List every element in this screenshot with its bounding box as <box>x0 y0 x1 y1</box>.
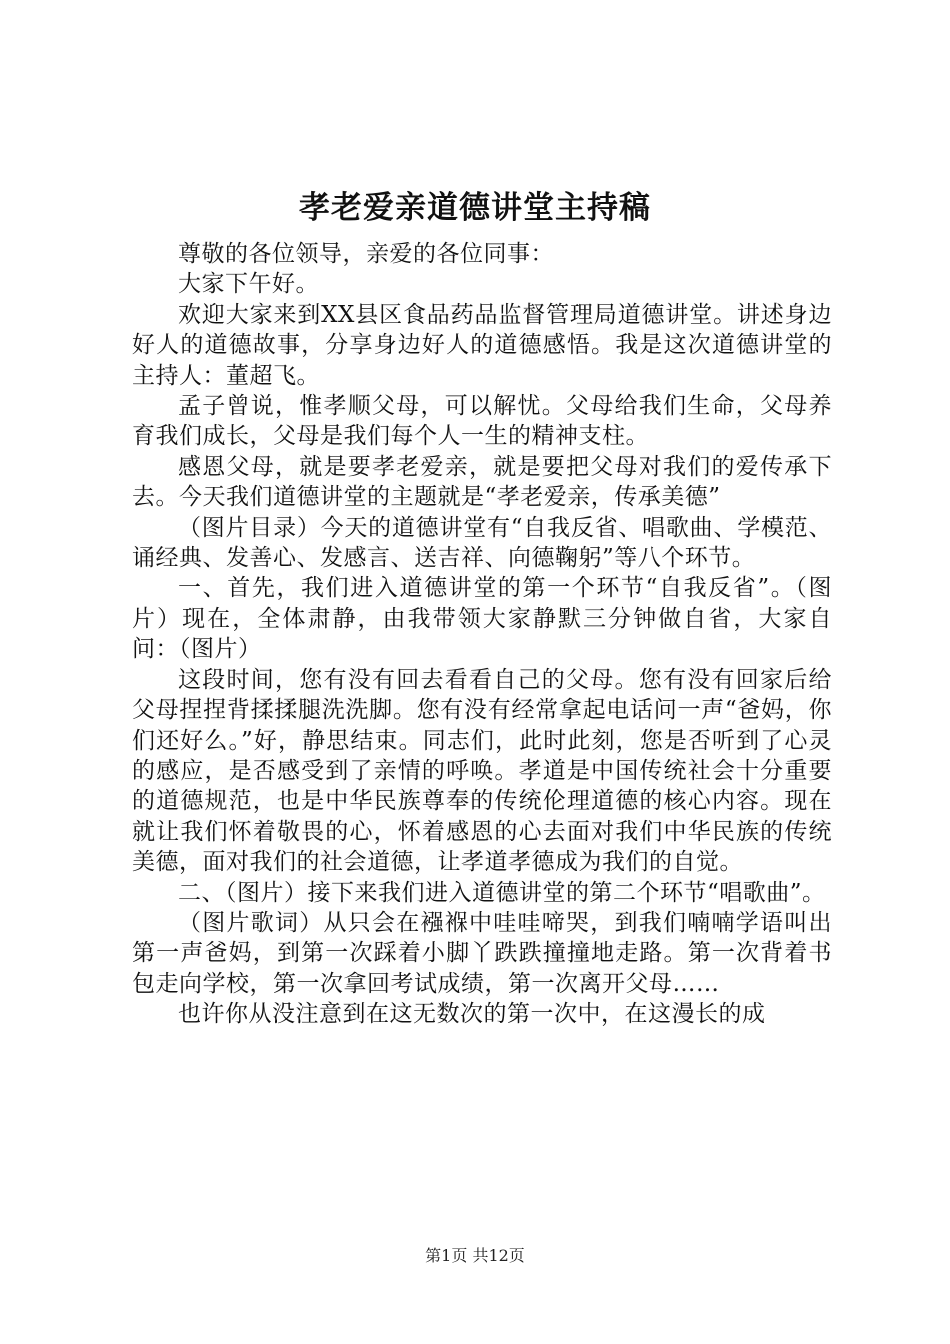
document-title: 孝老爱亲道德讲堂主持稿 <box>299 190 651 226</box>
paragraph-agenda: （图片目录）今天的道德讲堂有“自我反省、唱歌曲、学模范、诵经典、发善心、发感言、送吉祥、向德鞠躬”等八个环节。 <box>132 514 832 572</box>
paragraph-welcome: 欢迎大家来到XX县区食品药品监督管理局道德讲堂。讲述身边好人的道德故事，分享身边好人的道德感悟。我是这次道德讲堂的主持人：董超飞。 <box>132 301 832 389</box>
page-footer: 第1页 共12页 <box>425 1246 525 1265</box>
paragraph-mencius: 孟子曾说，惟孝顺父母，可以解忧。父母给我们生命，父母养育我们成长，父母是我们每个人一生的精神支柱。 <box>132 393 832 450</box>
paragraph-greeting: 大家下午好。 <box>178 271 319 298</box>
paragraph-lyrics: （图片歌词）从只会在襁褓中哇哇啼哭，到我们喃喃学语叫出第一声爸妈，到第一次踩着小脚丫跌跌撞撞地走路。第一次背着书包走向学校，第一次拿回考试成绩，第一次离开父母…… <box>132 909 832 997</box>
paragraph-continued: 也许你从没注意到在这无数次的第一次中，在这漫长的成 <box>178 1001 766 1028</box>
paragraph-section-two: 二、（图片）接下来我们进入道德讲堂的第二个环节“唱歌曲”。 <box>178 879 826 906</box>
paragraph-section-one: 一、首先，我们进入道德讲堂的第一个环节“自我反省”。（图片）现在，全体肃静，由我带领大家静默三分钟做自省，大家自问：（图片） <box>132 575 832 663</box>
paragraph-reflection: 这段时间，您有没有回去看看自己的父母。您有没有回家后给父母捏捏背揉揉腿洗洗脚。您有没有经常拿起电话问一声“爸妈，你们还好么。”好，静思结束。同志们，此时此刻，您是否听到了心灵的感应，是否感受到了亲情的呼唤。孝道是中国传统社会十分重要的道德规范，也是中华民族尊奉的传统伦理道德的核心内容。现在就让我们怀着敬畏的心，怀着感恩的心去面对我们中华民族的传统美德，面对我们的社会道德，让孝道孝德成为我们的自觉。 <box>132 666 832 876</box>
paragraph-theme: 感恩父母，就是要孝老爱亲，就是要把父母对我们的爱传承下去。今天我们道德讲堂的主题就是“孝老爱亲，传承美德” <box>132 453 832 511</box>
document-body <box>132 239 832 1030</box>
paragraph-salutation: 尊敬的各位领导，亲爱的各位同事： <box>178 241 554 267</box>
